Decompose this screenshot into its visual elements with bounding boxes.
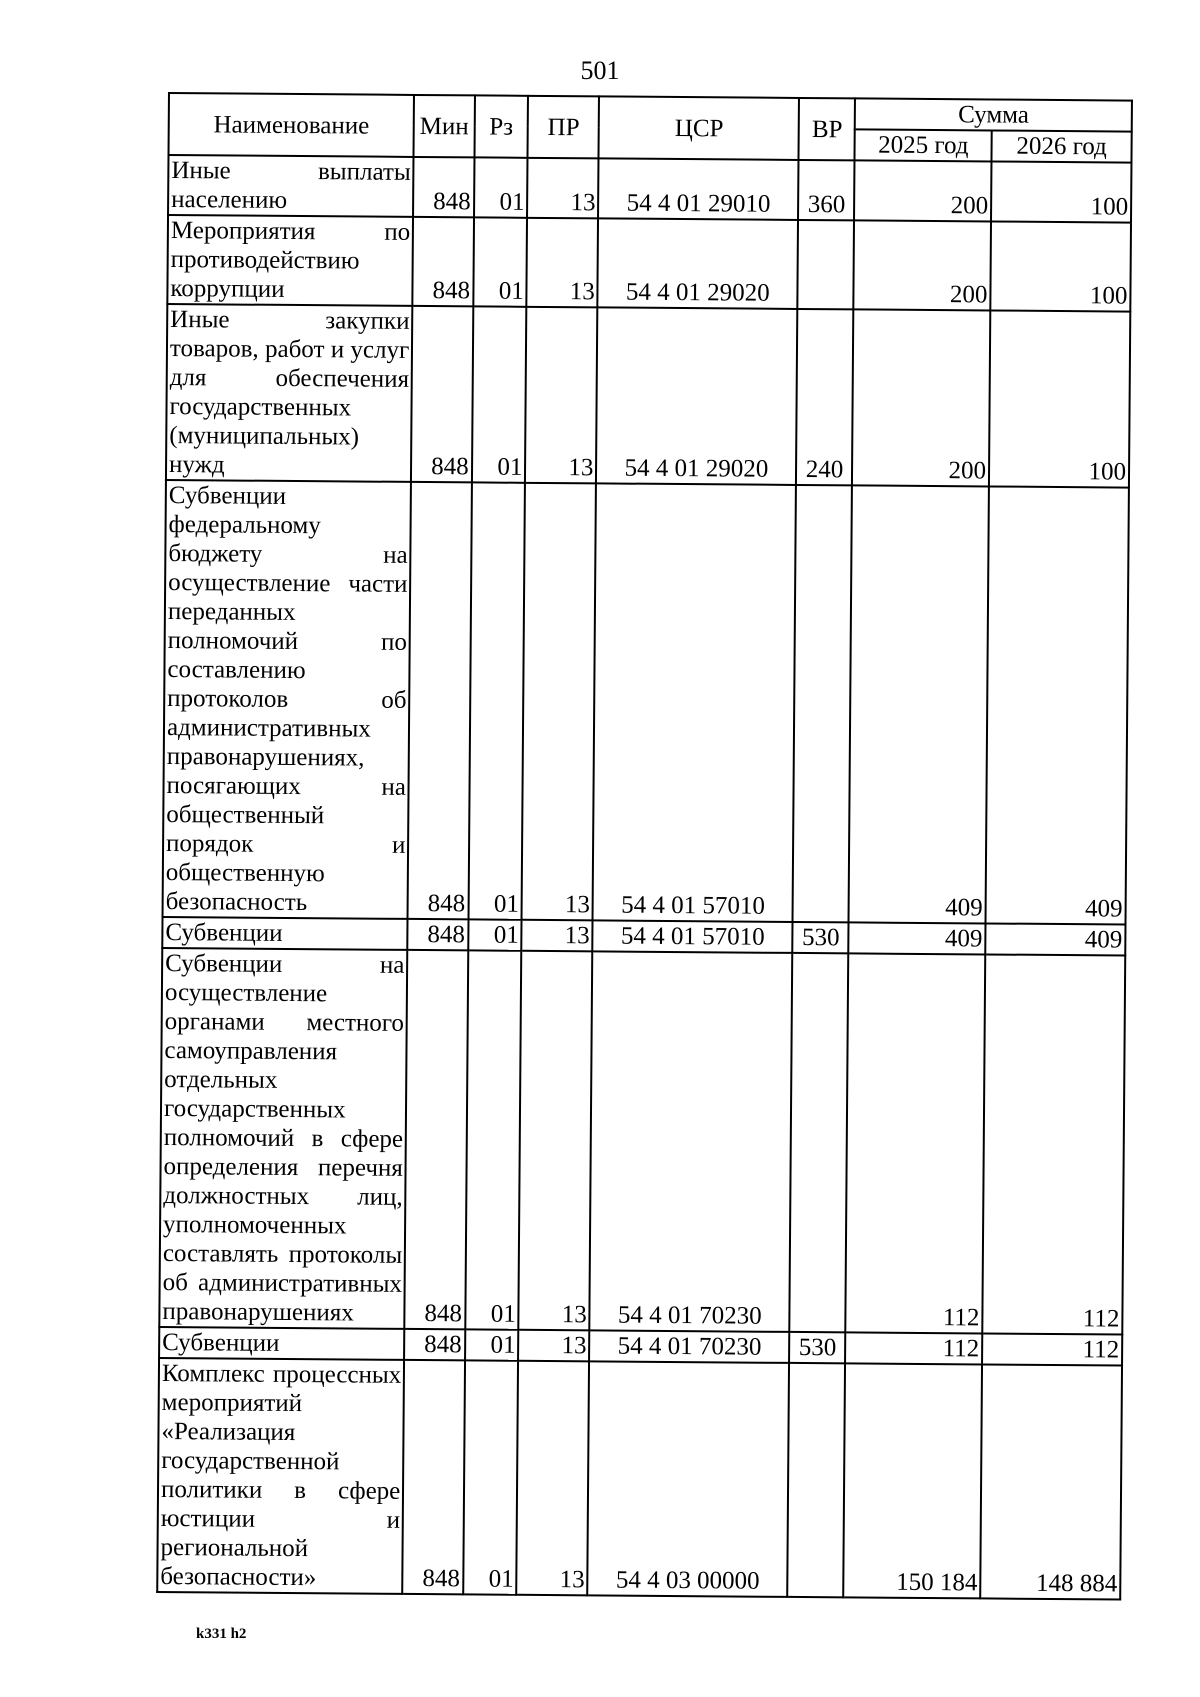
header-pr: ПР (528, 96, 599, 159)
row-min: 848 (403, 1360, 465, 1594)
row-rz: 01 (463, 1360, 519, 1594)
row-csr: 54 4 03 00000 (588, 1361, 790, 1597)
row-csr: 54 4 01 70230 (589, 1330, 789, 1363)
row-vr (790, 953, 849, 1332)
table-body (157, 155, 1131, 1600)
row-min: 848 (408, 919, 468, 950)
row-sum-2026: 100 (989, 310, 1130, 487)
header-csr: ЦСР (599, 96, 800, 160)
row-min: 848 (411, 306, 473, 482)
header-name: Наименование (169, 93, 415, 157)
row-sum-2026: 409 (985, 923, 1125, 955)
header-year-2025: 2025 год (855, 129, 992, 161)
row-name: Комплекс процессных мероприятий «Реализация государственной политики в сфере юстиции и региональной безопасности» (157, 1358, 404, 1594)
row-rz: 01 (474, 157, 528, 217)
row-name: Субвенции федеральному бюджету на осуществление части переданных полномочий по составлению протоколов об административных правонарушениях, посягающих на общественный порядок и общественную безопасность (163, 480, 412, 919)
row-pr: 13 (527, 158, 598, 219)
row-csr: 54 4 01 29020 (596, 307, 798, 485)
table-row (157, 1358, 1122, 1600)
row-pr: 13 (527, 218, 599, 308)
row-min: 848 (413, 157, 474, 217)
row-csr: 54 4 01 70230 (590, 951, 793, 1332)
row-min: 848 (404, 1329, 464, 1360)
row-rz: 01 (465, 1329, 519, 1360)
row-sum-2026: 100 (991, 161, 1131, 222)
row-sum-2025: 409 (849, 485, 989, 923)
header-vr: ВР (799, 98, 855, 160)
row-sum-2025: 200 (852, 309, 990, 486)
row-name: Иные выплаты населению (168, 155, 414, 217)
row-min: 848 (408, 482, 472, 919)
row-name: Субвенции на осуществление органами местного самоуправления отдельных государственных полномочий в сфере определения перечня должностных лиц, уполномоченных составлять протоколы об административных правонарушениях (159, 948, 407, 1329)
row-pr: 13 (525, 307, 597, 484)
table-row (163, 480, 1129, 925)
header-year-2026: 2026 год (992, 130, 1132, 162)
row-name: Субвенции (159, 1327, 405, 1360)
row-vr (798, 220, 855, 309)
row-pr: 13 (522, 920, 593, 952)
page-number: 501 (580, 56, 620, 85)
row-sum-2026: 100 (990, 221, 1131, 311)
table-row (168, 155, 1131, 223)
row-sum-2026: 112 (982, 954, 1125, 1334)
header-sum: Сумма (855, 98, 1132, 131)
table-row (159, 948, 1125, 1335)
row-sum-2026: 112 (982, 1333, 1122, 1365)
row-csr: 54 4 01 29010 (598, 158, 799, 220)
header-rz: Рз (474, 95, 528, 157)
row-sum-2025: 200 (854, 160, 991, 221)
table-header (169, 93, 1132, 163)
row-pr: 13 (517, 1361, 590, 1596)
row-sum-2025: 409 (849, 922, 986, 954)
row-csr: 54 4 01 29020 (598, 218, 799, 309)
row-rz: 01 (468, 919, 522, 950)
row-rz: 01 (472, 306, 527, 482)
row-rz: 01 (473, 217, 527, 306)
row-vr (793, 485, 852, 922)
row-sum-2026: 409 (986, 486, 1129, 924)
row-sum-2025: 150 184 (844, 1363, 982, 1598)
row-name: Субвенции (162, 917, 408, 950)
row-pr: 13 (522, 483, 596, 921)
row-min: 848 (413, 217, 474, 306)
row-rz: 01 (468, 482, 525, 919)
row-sum-2025: 112 (845, 1332, 982, 1364)
table-row (166, 304, 1130, 488)
row-rz: 01 (465, 950, 522, 1329)
row-name: Иные закупки товаров, работ и услуг для обеспечения государственных (муниципальных) нужд (166, 304, 413, 482)
row-vr: 360 (798, 160, 854, 220)
row-sum-2025: 112 (846, 953, 986, 1333)
row-csr: 54 4 01 57010 (593, 920, 793, 953)
row-vr (788, 1363, 846, 1597)
row-sum-2025: 200 (854, 220, 991, 310)
row-sum-2026: 148 884 (980, 1364, 1122, 1599)
row-vr: 240 (796, 309, 853, 485)
row-vr: 530 (790, 1332, 846, 1363)
budget-table (156, 92, 1133, 1601)
row-pr: 13 (518, 1330, 589, 1362)
row-vr: 530 (793, 922, 849, 953)
row-name: Мероприятия по противодействию коррупции (167, 215, 413, 306)
row-csr: 54 4 01 57010 (593, 483, 797, 922)
row-min: 848 (405, 950, 468, 1329)
header-min: Мин (414, 95, 475, 157)
row-pr: 13 (519, 951, 593, 1331)
table-row (167, 215, 1131, 312)
footer-code: k331 h2 (196, 1626, 247, 1642)
